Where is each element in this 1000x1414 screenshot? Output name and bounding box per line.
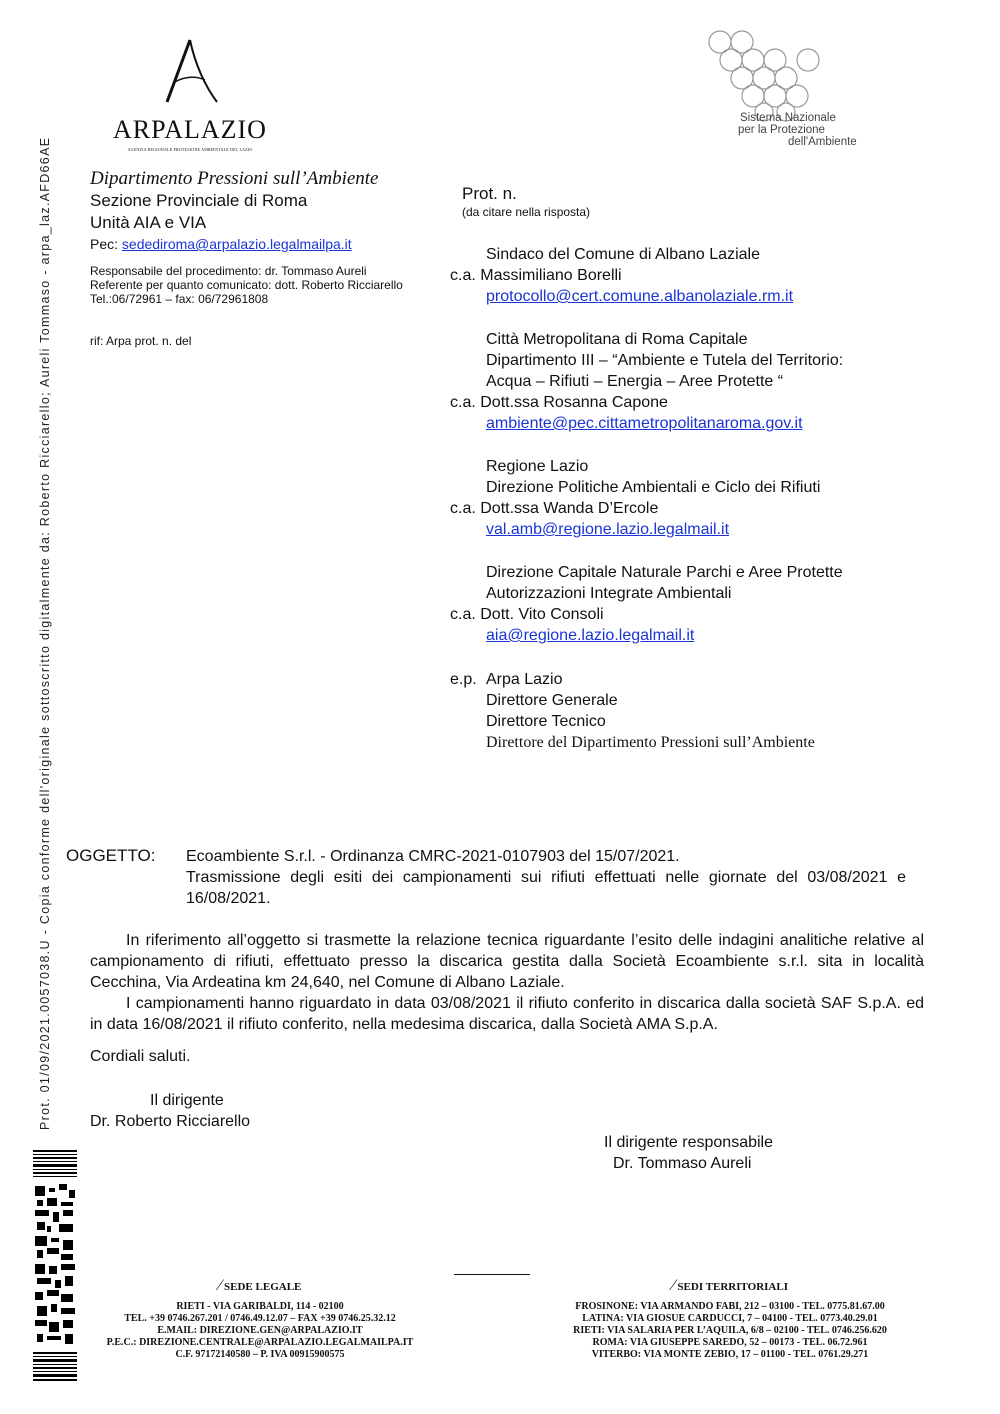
- recipient-line: Direzione Politiche Ambientali e Ciclo dei Rifiuti: [486, 479, 821, 496]
- footer-divider: [454, 1274, 530, 1275]
- recipient-3: [450, 456, 820, 540]
- sender-unit: Unità AIA e VIA: [90, 213, 207, 232]
- footer-right-line: ROMA: VIA GIUSEPPE SAREDO, 52 – 00173 - TEL. 06.72.961: [592, 1337, 868, 1348]
- snpa-line3: dell'Ambiente: [788, 136, 857, 148]
- recipient-email-link[interactable]: protocollo@cert.comune.albanolaziale.rm.it: [486, 288, 794, 305]
- oggetto-text: [186, 846, 906, 909]
- recipient-line: Sindaco del Comune di Albano Laziale: [486, 246, 760, 263]
- footer-left-line: TEL. +39 0746.267.201 / 0746.49.12.07 – FAX +39 0746.25.32.12: [124, 1313, 396, 1324]
- oggetto-line2: Trasmissione degli esiti dei campionamenti sui rifiuti effettuati nelle giornate del 03/08/2021 e 16/08/2021.: [186, 869, 906, 907]
- recipient-ca: c.a. Massimiliano Borelli: [450, 267, 622, 284]
- arpalazio-logo: [105, 36, 275, 151]
- footer-sedi-territoriali: [530, 1277, 930, 1361]
- ep-block: [450, 669, 815, 753]
- digital-signature-stamp: Prot. 01/09/2021.0057038.U - Copia conforme dell'originale sottoscritto digitalmente da: Roberto Ricciarello; Aureli Tommaso - arpa_laz.AFD66AE: [38, 136, 52, 1130]
- recipient-line: Acqua – Rifiuti – Energia – Aree Protette “: [486, 373, 784, 390]
- arpalazio-tagline: AGENZIA REGIONALE PROTEZIONE AMBIENTALE DEL LAZIO: [127, 147, 253, 152]
- footer-left-line: E.MAIL: DIREZIONE.GEN@ARPALAZIO.IT: [157, 1325, 363, 1336]
- recipient-line: Città Metropolitana di Roma Capitale: [486, 331, 748, 348]
- quill-icon: ⁄: [672, 1277, 675, 1294]
- snpa-line2: per la Protezione: [738, 124, 825, 136]
- footer-right-heading: SEDI TERRITORIALI: [677, 1281, 788, 1293]
- footer-sede-legale: [80, 1277, 440, 1361]
- prot-label: Prot. n.: [462, 184, 517, 203]
- arpalazio-name: ARPALAZIO: [113, 115, 267, 144]
- rif-text: rif: Arpa prot. n. del: [90, 334, 192, 348]
- recipient-email-link[interactable]: val.amb@regione.lazio.legalmail.it: [486, 521, 730, 538]
- sender-block: [90, 168, 430, 348]
- signature-right: [604, 1132, 773, 1174]
- recipient-1: [450, 244, 793, 307]
- footer-right-line: RIETI: VIA SALARIA PER L’AQUILA, 6/8 – 02100 - TEL. 0746.256.620: [573, 1325, 887, 1336]
- ep-line: Direttore Generale: [486, 692, 618, 709]
- recipient-4: [450, 562, 843, 646]
- sender-pec-link[interactable]: sedediroma@arpalazio.legalmailpa.it: [121, 236, 352, 252]
- arpalazio-logo-icon: [105, 36, 275, 106]
- signature-left-name: Dr. Roberto Ricciarello: [90, 1113, 251, 1130]
- prot-block: [462, 183, 590, 219]
- recipient-ca: c.a. Dott.ssa Rosanna Capone: [450, 394, 668, 411]
- recipient-line: Dipartimento III – “Ambiente e Tutela del Territorio:: [486, 352, 844, 369]
- oggetto-line1: Ecoambiente S.r.l. - Ordinanza CMRC-2021-0107903 del 15/07/2021.: [186, 848, 680, 865]
- recipient-email-link[interactable]: aia@regione.lazio.legalmail.it: [486, 627, 695, 644]
- footer-right-line: LATINA: VIA GIOSUE CARDUCCI, 7 – 04100 - TEL. 0773.40.29.01: [582, 1313, 878, 1324]
- recipient-line: Direzione Capitale Naturale Parchi e Aree Protette: [486, 564, 843, 581]
- recipient-ca: c.a. Dott.ssa Wanda D’Ercole: [450, 500, 659, 517]
- snpa-line1: Sistema Nazionale: [740, 112, 836, 124]
- signature-left-title: Il dirigente: [150, 1092, 224, 1109]
- sender-section: Sezione Provinciale di Roma: [90, 191, 308, 210]
- ep-label: e.p.: [450, 671, 477, 688]
- oggetto-label: OGGETTO:: [66, 846, 156, 865]
- footer-right-line: FROSINONE: VIA ARMANDO FABI, 212 – 03100 - TEL. 0775.81.67.00: [575, 1301, 885, 1312]
- referente-text: Referente per quanto comunicato: dott. Roberto Ricciarello: [90, 278, 403, 292]
- tel-fax-text: Tel.:06/72961 – fax: 06/72961808: [90, 292, 269, 306]
- footer-left-line: C.F. 97172140580 – P. IVA 00915900575: [175, 1349, 345, 1360]
- closing-text: Cordiali saluti.: [90, 1048, 191, 1065]
- recipient-line: Regione Lazio: [486, 458, 589, 475]
- ep-line: Direttore Tecnico: [486, 713, 606, 730]
- footer-left-line: P.E.C.: DIREZIONE.CENTRALE@ARPALAZIO.LEGALMAILPA.IT: [106, 1337, 414, 1348]
- snpa-logo: [700, 26, 900, 156]
- signature-right-title: Il dirigente responsabile: [604, 1134, 773, 1151]
- responsabile-text: Responsabile del procedimento: dr. Tommaso Aureli: [90, 264, 367, 278]
- recipient-line: Autorizzazioni Integrate Ambientali: [486, 585, 732, 602]
- signature-right-name: Dr. Tommaso Aureli: [613, 1155, 752, 1172]
- footer-left-line: RIETI - VIA GARIBALDI, 114 - 02100: [176, 1301, 344, 1312]
- pec-label: Pec:: [90, 236, 119, 252]
- footer-right-line: VITERBO: VIA MONTE ZEBIO, 17 – 01100 - TEL. 0761.29.271: [591, 1349, 869, 1360]
- snpa-hexagon-icon: [700, 26, 830, 122]
- recipient-2: [450, 329, 843, 434]
- body-paragraph-2: I campionamenti hanno riguardato in data 03/08/2021 il rifiuto conferito in discarica dalla società SAF S.p.A. ed in data 16/08/2021 il rifiuto conferito, nella medesima discarica, dalla Società AMA S.p.A.: [90, 995, 924, 1033]
- ep-line: Direttore del Dipartimento Pressioni sull’Ambiente: [486, 734, 815, 751]
- recipient-ca: c.a. Dott. Vito Consoli: [450, 606, 604, 623]
- sender-department: Dipartimento Pressioni sull’Ambiente: [90, 168, 379, 189]
- prot-note: (da citare nella risposta): [462, 205, 591, 219]
- footer-left-heading: SEDE LEGALE: [224, 1281, 302, 1293]
- signature-left: [90, 1090, 250, 1132]
- body-paragraph-1: In riferimento all’oggetto si trasmette la relazione tecnica riguardante l’esito delle indagini analitiche relative al campionamento di rifiuti, effettuato presso la discarica gestita dalla Società Ecoambiente s.r.l. sita in località Cecchina, Via Ardeatina km 24,640, nel Comune di Albano Laziale.: [90, 932, 924, 991]
- quill-icon: ⁄: [218, 1277, 222, 1294]
- recipient-email-link[interactable]: ambiente@pec.cittametropolitanaroma.gov.it: [486, 415, 803, 432]
- ep-first: Arpa Lazio: [486, 671, 563, 688]
- qr-barcode: [33, 1150, 77, 1382]
